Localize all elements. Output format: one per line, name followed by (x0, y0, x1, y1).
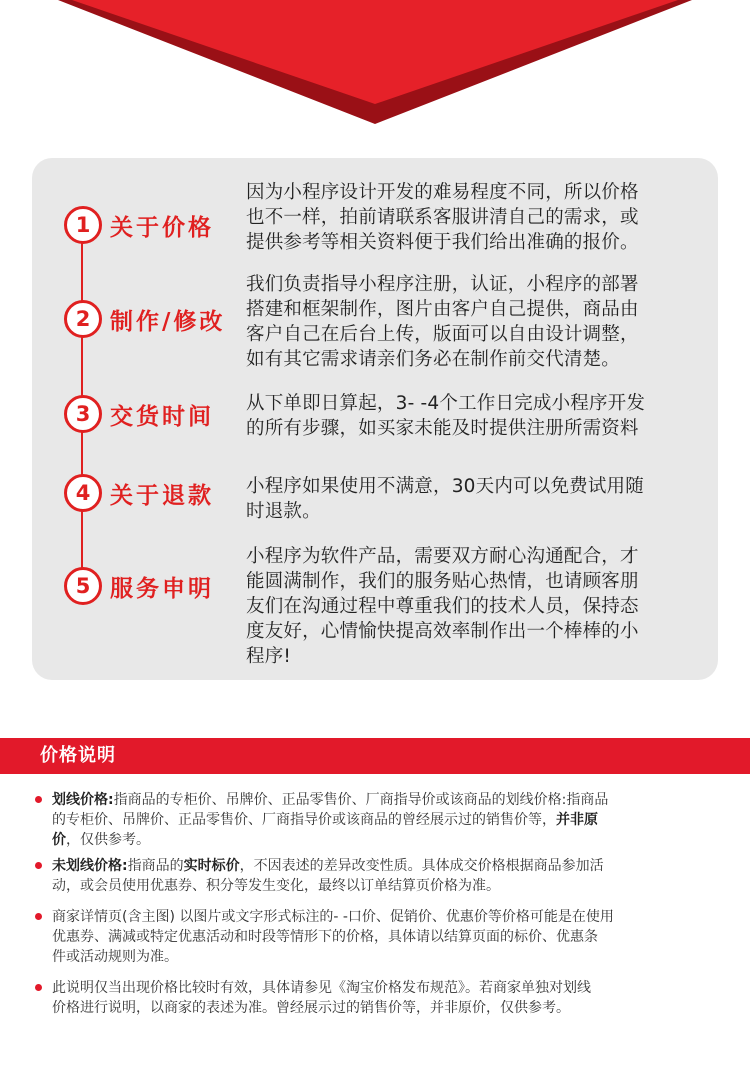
step-3-title: 交货时间 (110, 403, 214, 430)
step-2-number: 2 (64, 300, 102, 338)
step-4-number: 4 (64, 474, 102, 512)
price-note-4: 此说明仅当出现价格比较时有效，具体请参见《淘宝价格发布规范》。若商家单独对划线 价格进行说明，以商家的表述为准。曾经展示过的销售价等，并非原价，仅供参考。 (52, 978, 732, 1018)
step-2-description: 我们负责指导小程序注册，认证，小程序的部署 搭建和框架制作，图片由客户自己提供，商品由 客户自己在后台上传，版面可以自由设计调整， 如有其它需求请亲们务必在制作前交代清楚。 (246, 274, 639, 370)
price-explanation-bar (0, 738, 750, 774)
step-2-heading (64, 299, 225, 339)
price-note-1: 划线价格:指商品的专柜价、吊牌价、正品零售价、厂商指导价或该商品的划线价格:指商品 的专柜价、吊牌价、正品零售价、厂商指导价或该商品的曾经展示过的销售价等，并非原 价，仅供参考。 (52, 790, 732, 850)
price-note-3: 商家详情页(含主图) 以图片或文字形式标注的- -口价、促销价、优惠价等价格可能是在使用 优惠券、满减或特定优惠活动和时段等情形下的价格，具体请以结算页面的标价、优惠条 件或活动规则为准。 (52, 907, 732, 967)
step-3-description: 从下单即日算起，3- -4个工作日完成小程序开发 的所有步骤，如买家未能及时提供注册所需资料 (246, 393, 646, 439)
step-1-heading (64, 205, 214, 245)
price-note-2: 未划线价格:指商品的实时标价，不因表述的差异改变性质。具体成交价格根据商品参加活 动，或会员使用优惠券、积分等发生变化，最终以订单结算页价格为准。 (52, 856, 732, 896)
top-banner (0, 0, 750, 130)
step-4-description: 小程序如果使用不满意，30天内可以免费试用随 时退款。 (246, 476, 644, 522)
bullet-dot-icon (35, 796, 42, 803)
step-5-title: 服务申明 (110, 575, 214, 602)
step-5-description: 小程序为软件产品，需要双方耐心沟通配合，才 能圆满制作，我们的服务贴心热情，也请顾客朋 友们在沟通过程中尊重我们的技术人员，保持态 度友好，心情愉快提高效率制作出一个棒棒的小 程序! (246, 546, 639, 667)
step-3-number: 3 (64, 395, 102, 433)
step-4-title: 关于退款 (110, 482, 214, 509)
price-explanation-title: 价格说明 (40, 745, 116, 766)
step-4-heading (64, 473, 214, 513)
banner-chevron (72, 0, 678, 104)
step-2-title: 制作/修改 (110, 308, 226, 335)
step-1-title: 关于价格 (110, 214, 214, 241)
step-5-number: 5 (64, 567, 102, 605)
step-1-description: 因为小程序设计开发的难易程度不同，所以价格 也不一样，拍前请联系客服讲清自己的需求，或 提供参考等相关资料便于我们给出准确的报价。 (246, 182, 639, 253)
step-5-heading (64, 566, 214, 606)
bullet-dot-icon (35, 913, 42, 920)
bullet-dot-icon (35, 862, 42, 869)
step-1-number: 1 (64, 206, 102, 244)
bullet-dot-icon (35, 984, 42, 991)
step-3-heading (64, 394, 214, 434)
